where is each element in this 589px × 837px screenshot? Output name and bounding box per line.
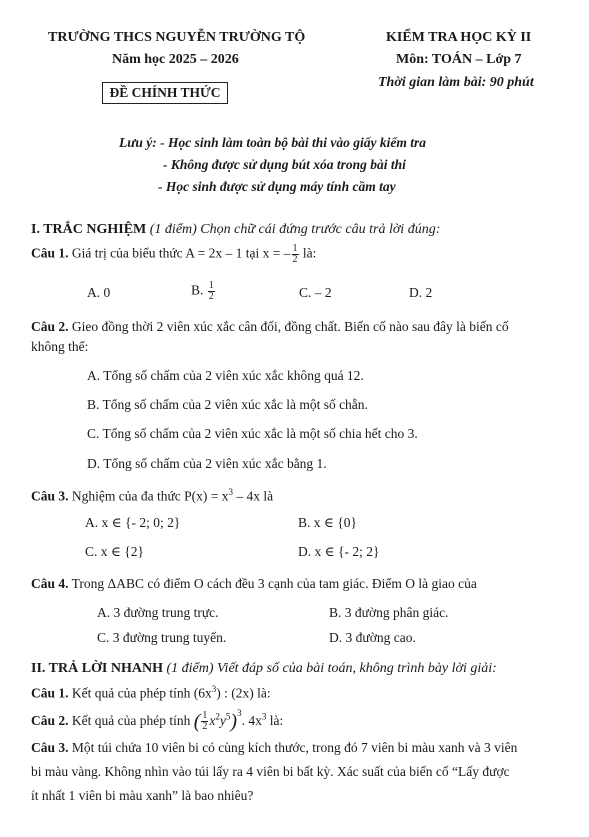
p2-q3: Câu 3. Một túi chứa 10 viên bi có cùng kích thước, trong đó 7 viên bi màu xanh và 3 viên [31,740,518,755]
p1-q3-option-b[interactable]: B. x ∈ {0} [298,515,357,530]
p1-q1-text: Giá trị của biểu thức A = 2x – 1 tại x = – [68,245,291,261]
p1-q3-option-c[interactable]: C. x ∈ {2} [85,544,144,559]
p1-q4-option-c[interactable]: C. 3 đường trung tuyến. [97,630,227,645]
p2-q2-label: Câu 2. [31,713,69,728]
note-line-2: - Không được sử dụng bút xóa trong bài thi [163,157,406,172]
exam-time: Thời gian làm bài: 90 phút [378,75,534,90]
part2-title-italic: (1 điểm) Viết đáp số của bài toán, không trình bày lời giải: [163,661,497,676]
p1-q4-option-d[interactable]: D. 3 đường cao. [329,630,416,645]
p1-q1-fraction: $\frac{1}{2}$ [292,243,298,265]
p2-q3-line-2: bi màu vàng. Không nhìn vào túi lấy ra 4 viên bi bất kỳ. Xác suất của biến cố “Lấy được [31,764,510,779]
p1-q1-label: Câu 1. [31,245,69,261]
part1-title-bold: I. TRẮC NGHIỆM [31,222,147,237]
p2-q1: Câu 1. Kết quả của phép tính $(6x^3)$ : (2x) là: [31,684,271,701]
part1-title-italic: (1 điểm) Chọn chữ cái đứng trước câu trả lời đúng: [146,222,441,237]
p1-q2-option-b[interactable]: B. Tổng số chấm của 2 viên xúc xắc là một số chẵn. [87,397,368,412]
note-line-3: - Học sinh được sử dụng máy tính cầm tay [158,179,396,194]
p1-q3-option-a[interactable]: A. x ∈ {- 2; 0; 2} [85,515,181,530]
p1-q1-option-b[interactable]: B. $\frac{1}{2}$ [191,280,214,302]
p1-q4: Câu 4. Trong ΔABC có điểm O cách đều 3 cạnh của tam giác. Điểm O là giao của [31,576,477,591]
part2-title [31,661,497,677]
p1-q2-option-a[interactable]: A. Tổng số chấm của 2 viên xúc xắc không quá 12. [87,368,364,383]
exam-subject: Môn: TOÁN – Lớp 7 [396,52,522,67]
school-name: TRƯỜNG THCS NGUYỄN TRƯỜNG TỘ [48,30,306,45]
p2-q2-fraction: $\frac{1}{2}$ [202,710,208,733]
part2-title-bold: II. TRẢ LỜI NHANH [31,661,163,676]
p1-q1-option-c[interactable]: C. – 2 [299,285,332,300]
official-badge: ĐỀ CHÍNH THỨC [102,82,228,104]
p1-q3-option-d[interactable]: D. x ∈ {- 2; 2} [298,544,380,559]
exam-title: KIỂM TRA HỌC KỲ II [386,30,532,45]
note-line-1: Lưu ý: - Học sinh làm toàn bộ bài thi vào giấy kiểm tra [119,135,426,150]
p1-q1-option-b-fraction: $\frac{1}{2}$ [208,280,214,302]
p1-q4-option-a[interactable]: A. 3 đường trung trực. [97,605,219,620]
p1-q1: Câu 1. Giá trị của biểu thức A = 2x – 1 tại x = – $\frac{1}{2}$ là: [31,243,317,265]
p1-q4-option-b[interactable]: B. 3 đường phân giác. [329,605,449,620]
p1-q2-option-d[interactable]: D. Tổng số chấm của 2 viên xúc xắc bằng 1. [87,456,327,471]
school-year: Năm học 2025 – 2026 [112,52,239,67]
p2-q2: Câu 2. Kết quả của phép tính ( $\frac{1}{2}$ $x^2y^5)^3$. $4x^3$ là: [31,708,284,733]
p1-q2-cont: không thể: [31,339,89,354]
p2-q1-label: Câu 1. [31,685,69,701]
p1-q4-label: Câu 4. [31,576,69,591]
p1-q2-option-c[interactable]: C. Tổng số chấm của 2 viên xúc xắc là một số chia hết cho 3. [87,426,418,441]
p1-q3-label: Câu 3. [31,488,69,504]
p2-q3-line-3: ít nhất 1 viên bi màu xanh” là bao nhiêu? [31,788,254,803]
part1-title [31,222,440,238]
p2-q3-label: Câu 3. [31,740,69,755]
p1-q3: Câu 3. Nghiệm của đa thức $P(x) = x^3 - 4x$ là [31,487,274,504]
p1-q2-label: Câu 2. [31,319,69,334]
p1-q1-option-a[interactable]: A. 0 [87,285,111,300]
p1-q2: Câu 2. Gieo đồng thời 2 viên xúc xắc cân đối, đồng chất. Biến cố nào sau đây là biến cố [31,319,509,334]
p1-q1-option-d[interactable]: D. 2 [409,285,433,300]
